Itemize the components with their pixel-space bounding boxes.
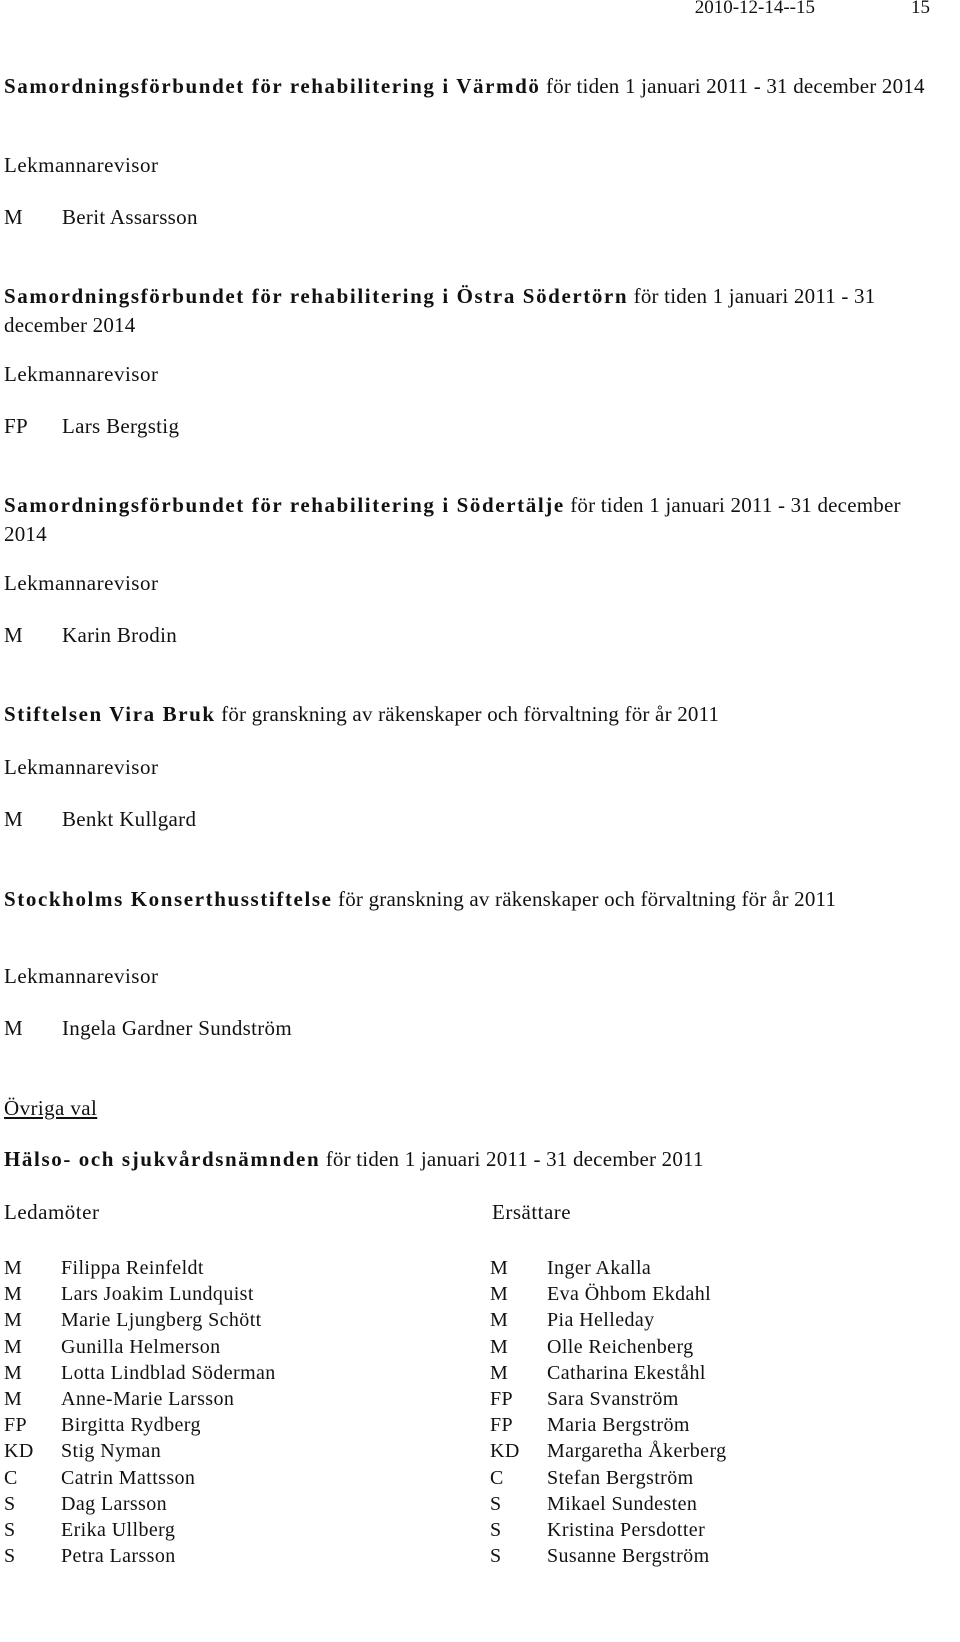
member-row (4, 1465, 444, 1491)
party-code: S (4, 1545, 16, 1568)
person-name: Susanne Bergström (547, 1545, 710, 1568)
deputies-column-heading: Ersättare (492, 1200, 572, 1224)
person-name: Sara Svanström (547, 1387, 679, 1410)
election-heading-vira-bruk (4, 700, 929, 729)
person-name: Marie Ljungberg Schött (61, 1309, 262, 1332)
deputy-row (490, 1281, 930, 1307)
role-label: Lekmannarevisor (4, 964, 159, 988)
deputy-row (490, 1543, 930, 1569)
section-heading-ovriga-val: Övriga val (4, 1096, 98, 1120)
deputies-list (490, 1255, 930, 1569)
members-list (4, 1255, 444, 1569)
person-name: Lars Joakim Lundquist (61, 1283, 254, 1306)
deputy-row (490, 1334, 930, 1360)
member-row (4, 1360, 444, 1386)
organization-name: Stockholms Konserthusstiftelse (4, 887, 333, 911)
party-code: M (4, 205, 23, 229)
person-name: Lotta Lindblad Söderman (61, 1361, 276, 1384)
members-column-heading: Ledamöter (4, 1200, 100, 1224)
party-code: M (4, 1361, 23, 1384)
role-label: Lekmannarevisor (4, 153, 159, 177)
party-code: KD (490, 1440, 520, 1463)
member-row (4, 1255, 444, 1281)
election-heading-halso-och-sjukvardsnamnden (4, 1145, 929, 1174)
person-name: Stig Nyman (61, 1440, 162, 1463)
party-code: M (490, 1361, 509, 1384)
role-label: Lekmannarevisor (4, 362, 159, 386)
party-code: M (4, 1283, 23, 1306)
deputy-row (490, 1491, 930, 1517)
election-heading-varmdo (4, 72, 929, 101)
organization-name: Hälso- och sjukvårdsnämnden (4, 1147, 321, 1171)
organization-name: Samordningsförbundet för rehabilitering i Södertälje (4, 493, 565, 517)
party-code: FP (490, 1414, 514, 1437)
person-name: Filippa Reinfeldt (61, 1257, 204, 1279)
term-text: för tiden 1 januari 2011 - 31 december 2011 (320, 1147, 704, 1171)
party-code: M (490, 1257, 509, 1279)
person-name: Petra Larsson (61, 1545, 176, 1568)
person-name: Erika Ullberg (61, 1518, 176, 1541)
party-code: S (4, 1518, 16, 1541)
person-name: Eva Öhbom Ekdahl (547, 1283, 712, 1306)
party-code: FP (4, 1414, 28, 1437)
person-name: Birgitta Rydberg (61, 1414, 201, 1437)
page-header (0, 0, 960, 22)
person-name: Margaretha Åkerberg (547, 1440, 727, 1463)
person-name: Catrin Mattsson (61, 1466, 196, 1489)
deputy-row (490, 1360, 930, 1386)
member-row (4, 1307, 444, 1333)
party-code: M (4, 807, 23, 831)
term-text: för tiden 1 januari 2011 - 31 december 2014 (4, 493, 901, 546)
election-heading-sodertalje (4, 491, 929, 549)
deputy-row (490, 1438, 930, 1464)
member-row (4, 1281, 444, 1307)
person-name: Stefan Bergström (547, 1466, 694, 1489)
person-name: Kristina Persdotter (547, 1518, 706, 1541)
member-row (4, 1491, 444, 1517)
member-row (4, 1438, 444, 1464)
person-name: Olle Reichenberg (547, 1335, 694, 1358)
person-name: Gunilla Helmerson (61, 1335, 221, 1358)
person-name: Benkt Kullgard (62, 807, 197, 831)
party-code: M (4, 1387, 23, 1410)
term-text: för tiden 1 januari 2011 - 31 december 2014 (4, 284, 876, 337)
party-code: FP (490, 1387, 514, 1410)
party-code: M (490, 1335, 509, 1358)
role-label: Lekmannarevisor (4, 571, 159, 595)
member-row (4, 1543, 444, 1569)
party-code: M (4, 623, 23, 647)
person-name: Ingela Gardner Sundström (62, 1016, 292, 1040)
organization-name: Samordningsförbundet för rehabilitering i Östra Södertörn (4, 284, 629, 308)
person-name: Dag Larsson (61, 1492, 168, 1515)
party-code: M (490, 1309, 509, 1332)
party-code: S (490, 1545, 502, 1568)
party-code: KD (4, 1440, 34, 1463)
person-name: Berit Assarsson (62, 205, 198, 229)
member-row (4, 1517, 444, 1543)
party-code: S (4, 1492, 16, 1515)
party-code: S (490, 1518, 502, 1541)
deputy-row (490, 1255, 930, 1281)
election-heading-konserthusstiftelse (4, 885, 929, 914)
member-row (4, 1386, 444, 1412)
party-code: C (490, 1466, 504, 1489)
election-heading-ostra-sodertorn (4, 282, 929, 340)
deputy-row (490, 1465, 930, 1491)
person-name: Karin Brodin (62, 623, 177, 647)
party-code: M (4, 1309, 23, 1332)
person-name: Inger Akalla (547, 1257, 652, 1279)
organization-name: Stiftelsen Vira Bruk (4, 702, 216, 726)
party-code: M (4, 1335, 23, 1358)
person-name: Pia Helleday (547, 1309, 655, 1332)
party-code: M (4, 1257, 23, 1279)
person-name: Anne-Marie Larsson (61, 1387, 235, 1410)
party-code: M (4, 1016, 23, 1040)
party-code: S (490, 1492, 502, 1515)
role-label: Lekmannarevisor (4, 755, 159, 779)
person-name: Catharina Ekeståhl (547, 1361, 706, 1384)
header-date: 2010-12-14--15 (694, 0, 815, 18)
person-name: Maria Bergström (547, 1414, 690, 1437)
organization-name: Samordningsförbundet för rehabilitering i Värmdö (4, 74, 541, 98)
party-code: M (490, 1283, 509, 1306)
deputy-row (490, 1517, 930, 1543)
member-row (4, 1412, 444, 1438)
deputy-row (490, 1386, 930, 1412)
page-number: 15 (911, 0, 930, 18)
deputy-row (490, 1307, 930, 1333)
member-row (4, 1334, 444, 1360)
person-name: Lars Bergstig (62, 414, 180, 438)
term-text: för granskning av räkenskaper och förvaltning för år 2011 (332, 887, 837, 911)
party-code: C (4, 1466, 18, 1489)
party-code: FP (4, 414, 28, 438)
person-name: Mikael Sundesten (547, 1492, 698, 1515)
term-text: för tiden 1 januari 2011 - 31 december 2014 (540, 74, 925, 98)
deputy-row (490, 1412, 930, 1438)
term-text: för granskning av räkenskaper och förvaltning för år 2011 (215, 702, 720, 726)
